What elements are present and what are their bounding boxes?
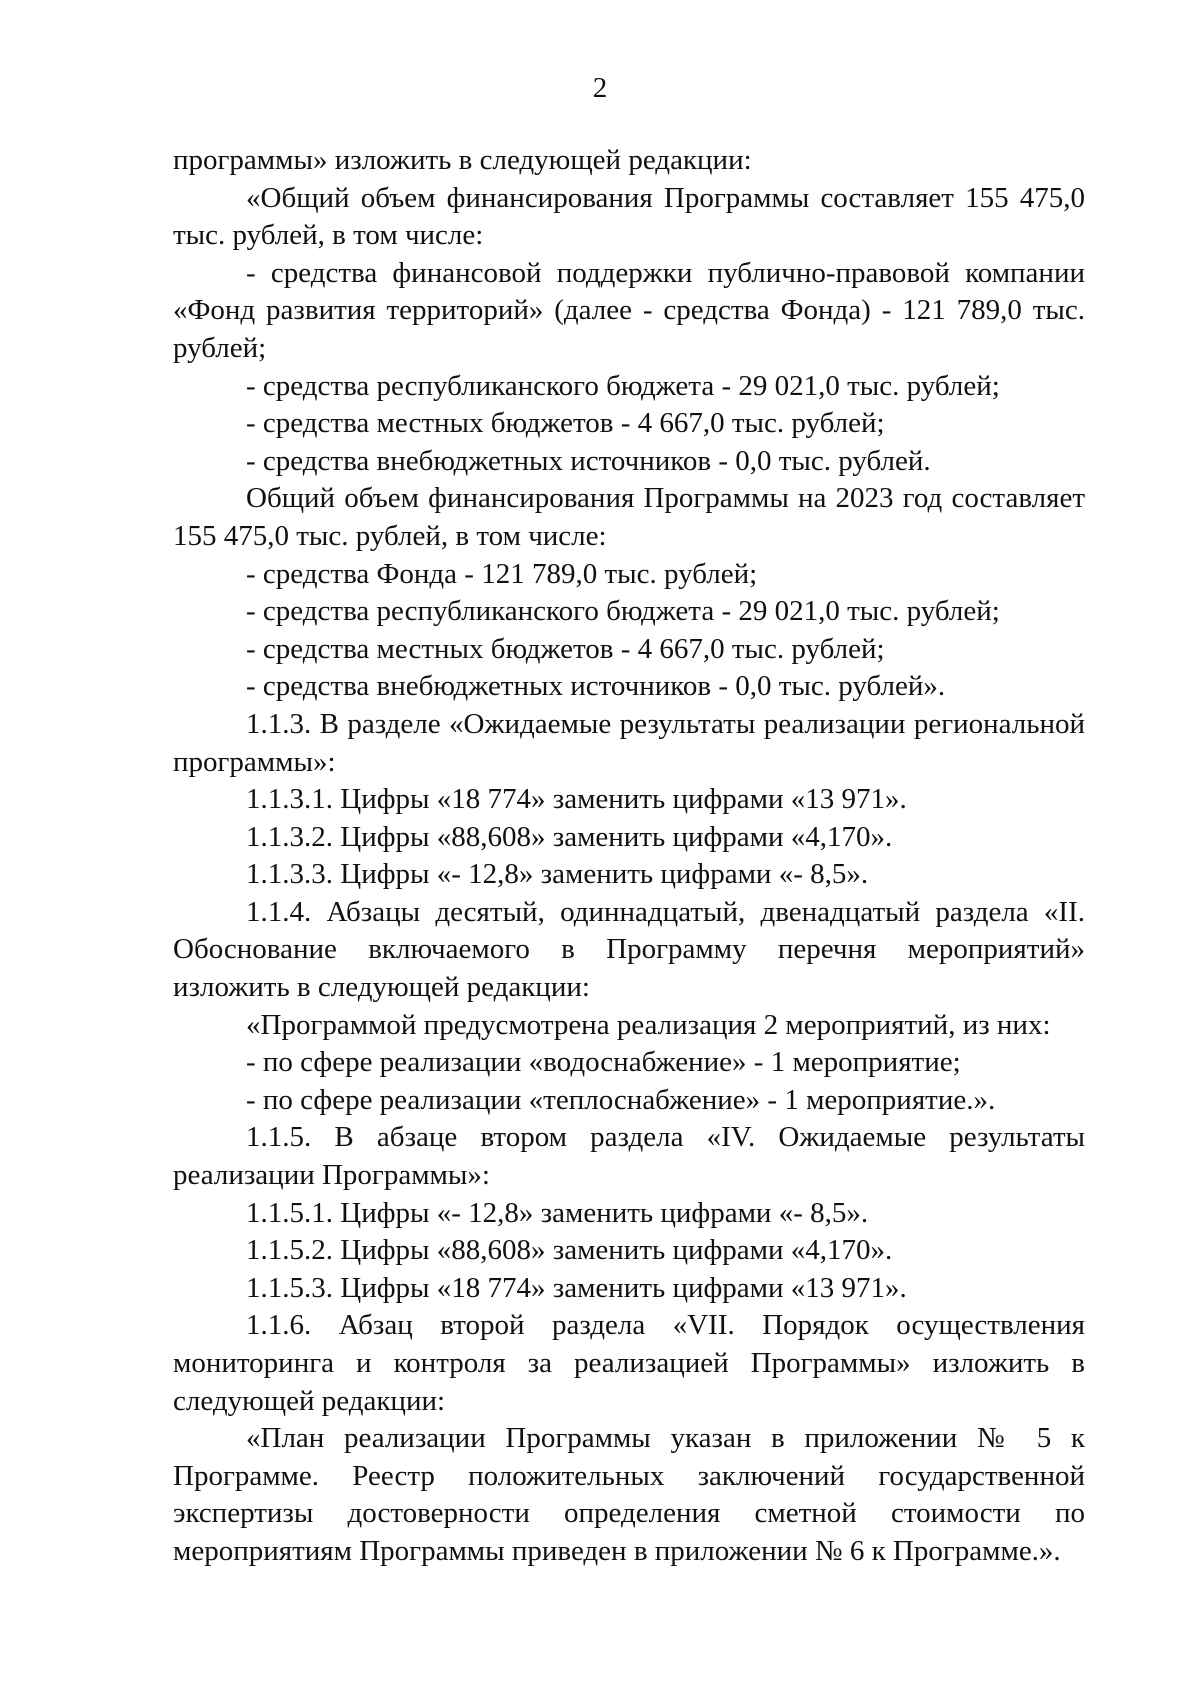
paragraph: - по сфере реализации «теплоснабжение» - 1 мероприятие.». bbox=[246, 1083, 996, 1116]
document-body bbox=[173, 142, 1085, 1571]
paragraph: - средства Фонда - 121 789,0 тыс. рублей; bbox=[246, 557, 758, 590]
paragraph: - средства республиканского бюджета - 29 021,0 тыс. рублей; bbox=[246, 595, 1000, 628]
paragraph: - средства республиканского бюджета - 29 021,0 тыс. рублей; bbox=[246, 369, 1000, 402]
paragraph: Общий объем финансирования Программы на 2023 год составляет 155 475,0 тыс. рублей, в том числе: bbox=[173, 482, 1085, 552]
paragraph: 1.1.5.3. Цифры «18 774» заменить цифрами «13 971». bbox=[246, 1271, 907, 1304]
paragraph: «Общий объем финансирования Программы составляет 155 475,0 тыс. рублей, в том числе: bbox=[173, 181, 1085, 252]
paragraph: программы» изложить в следующей редакции: bbox=[173, 144, 752, 176]
paragraph: 1.1.5.2. Цифры «88,608» заменить цифрами «4,170». bbox=[246, 1234, 893, 1267]
paragraph: 1.1.3.2. Цифры «88,608» заменить цифрами «4,170». bbox=[246, 820, 893, 853]
paragraph: 1.1.5. В абзаце втором раздела «IV. Ожидаемые результаты реализации Программы»: bbox=[173, 1121, 1085, 1192]
paragraph: - средства финансовой поддержки публично-правовой компании «Фонд развития территорий» (далее - средства Фонда) - 121 789,0 тыс. рублей; bbox=[173, 256, 1085, 364]
paragraph: «Программой предусмотрена реализация 2 мероприятий, из них: bbox=[246, 1008, 1051, 1041]
paragraph: «План реализации Программы указан в приложении № 5 к Программе. Реестр положительных заключений государственной экспертизы достоверности определения сметной стоимости по мероприятиям Программы приведен в приложении № 6 к Программе.». bbox=[173, 1422, 1085, 1567]
paragraph: - средства внебюджетных источников - 0,0 тыс. рублей». bbox=[246, 670, 946, 703]
paragraph: 1.1.5.1. Цифры «- 12,8» заменить цифрами «- 8,5». bbox=[246, 1196, 869, 1229]
paragraph: 1.1.3.1. Цифры «18 774» заменить цифрами «13 971». bbox=[246, 783, 907, 816]
paragraph: - средства местных бюджетов - 4 667,0 тыс. рублей; bbox=[246, 407, 885, 440]
paragraph: 1.1.6. Абзац второй раздела «VII. Порядок осуществления мониторинга и контроля за реализацией Программы» изложить в следующей редакции: bbox=[173, 1309, 1085, 1417]
paragraph: 1.1.4. Абзацы десятый, одиннадцатый, двенадцатый раздела «II. Обоснование включаемого в Программу перечня мероприятий» изложить в следующей редакции: bbox=[173, 895, 1085, 1004]
paragraph: 1.1.3.3. Цифры «- 12,8» заменить цифрами «- 8,5». bbox=[246, 858, 869, 891]
paragraph: 1.1.3. В разделе «Ожидаемые результаты реализации региональной программы»: bbox=[173, 707, 1085, 778]
page-number: 2 bbox=[592, 72, 608, 104]
paragraph: - средства внебюджетных источников - 0,0 тыс. рублей. bbox=[246, 444, 931, 477]
paragraph: - средства местных бюджетов - 4 667,0 тыс. рублей; bbox=[246, 632, 885, 665]
paragraph: - по сфере реализации «водоснабжение» - 1 мероприятие; bbox=[246, 1046, 961, 1079]
